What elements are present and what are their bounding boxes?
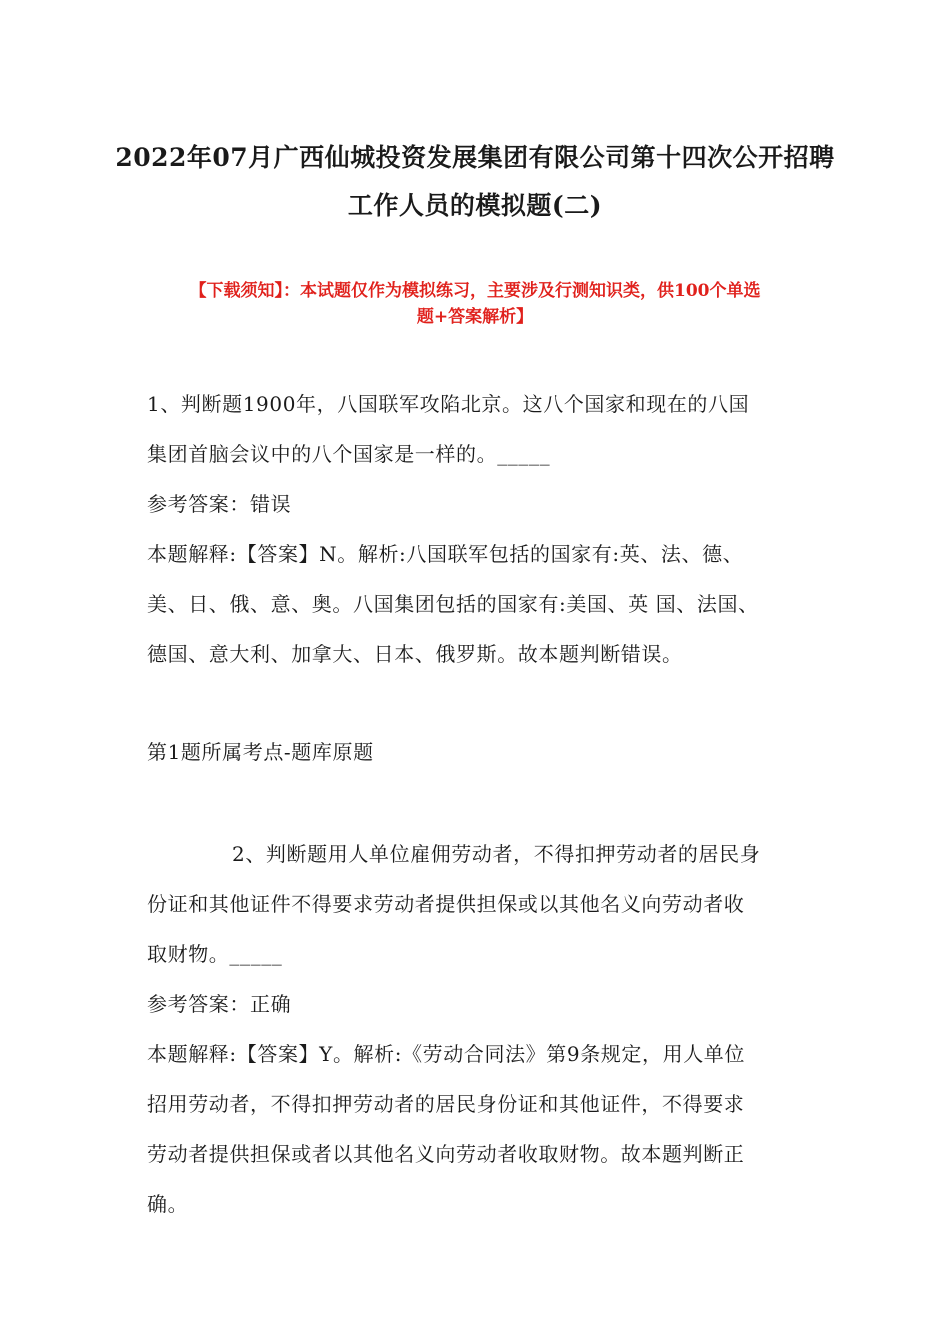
question-2-text-line2: 份证和其他证件不得要求劳动者提供担保或以其他名义向劳动者收 (147, 892, 745, 916)
question-2-text-line3: 取财物。_____ (147, 942, 283, 966)
question-1-text-line1: 1、判断题1900年，八国联军攻陷北京。这八个国家和现在的八国 (147, 392, 750, 416)
download-notice-line2: 题+答案解析】 (416, 307, 534, 327)
doc-title-line2: 工作人员的模拟题(二) (347, 191, 603, 220)
question-2-explanation-line4: 确。 (147, 1192, 189, 1216)
question-1-answer: 参考答案：错误 (147, 492, 292, 516)
question-2-answer: 参考答案：正确 (147, 992, 292, 1016)
question-1-explanation-line3: 德国、意大利、加拿大、日本、俄罗斯。故本题判断错误。 (147, 642, 683, 666)
question-2-explanation-line1: 本题解释:【答案】Y。解析:《劳动合同法》第9条规定，用人单位 (147, 1042, 746, 1066)
doc-title-line1: 2022年07月广西仙城投资发展集团有限公司第十四次公开招聘 (115, 143, 835, 172)
question-1-topic: 第1题所属考点-题库原题 (147, 740, 374, 764)
question-2-explanation-line3: 劳动者提供担保或者以其他名义向劳动者收取财物。故本题判断正 (147, 1142, 745, 1166)
question-1-explanation-line1: 本题解释:【答案】N。解析:八国联军包括的国家有:英、法、德、 (147, 542, 744, 566)
question-1-explanation-line2: 美、日、俄、意、奥。八国集团包括的国家有:美国、英 国、法国、 (147, 592, 759, 616)
question-1-text-line2: 集团首脑会议中的八个国家是一样的。_____ (147, 442, 551, 466)
question-2-text-line1: 2、判断题用人单位雇佣劳动者，不得扣押劳动者的居民身 (232, 842, 761, 866)
question-2-explanation-line2: 招用劳动者，不得扣押劳动者的居民身份证和其他证件，不得要求 (147, 1092, 745, 1116)
download-notice-line1: 【下载须知】：本试题仅作为模拟练习，主要涉及行测知识类，供100个单选 (189, 281, 761, 301)
